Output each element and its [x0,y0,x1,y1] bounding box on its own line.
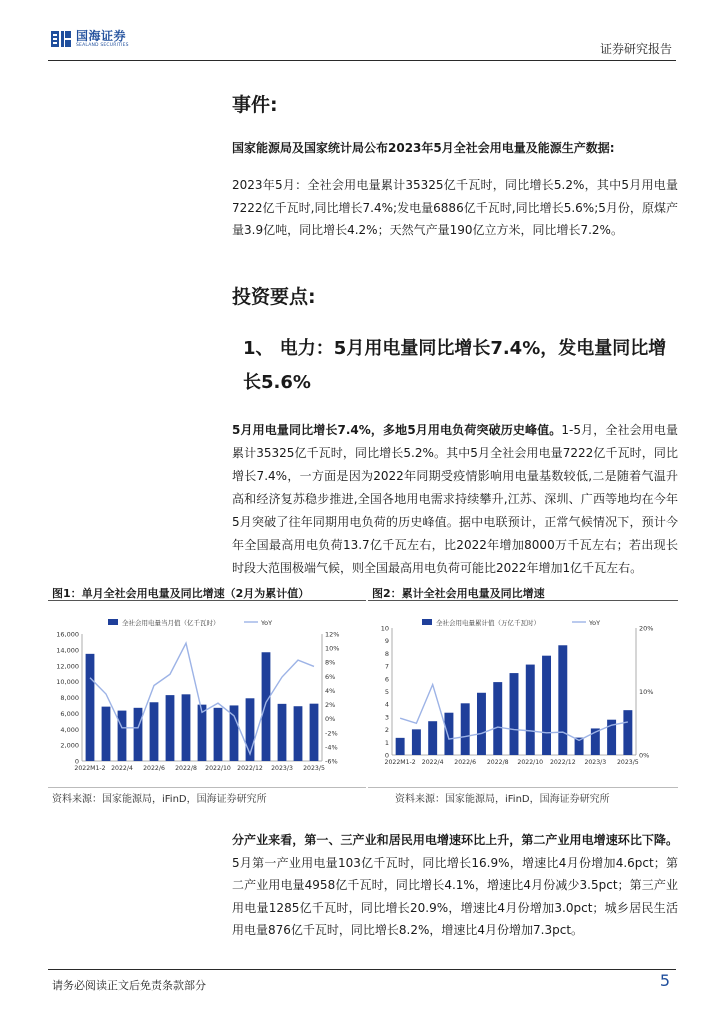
bar [214,708,223,761]
y-tick-label-left: 3 [384,713,389,722]
header-divider [48,60,676,61]
event-lead: 国家能源局及国家统计局公布2023年5月全社会用电量及能源生产数据: [232,141,615,155]
y-tick-label-left: 1 [384,738,389,747]
x-tick-label: 2022/12 [237,765,263,772]
figure1-divider [48,600,366,601]
y-tick-label-right: 4% [325,686,336,695]
x-tick-label: 2022/12 [549,759,576,766]
invest-heading: 投资要点: [232,286,316,308]
bar [150,702,159,761]
y-tick-label-right: 0% [325,715,336,724]
y-tick-label-right: 6% [325,672,336,681]
x-tick-label: 2022/10 [517,759,544,766]
footer-divider [48,969,676,970]
y-tick-label-left: 16,000 [56,630,79,639]
y-tick-label-left: 9 [384,637,389,646]
event-heading: 事件: [232,94,278,116]
bar [558,645,567,755]
y-tick-label-left: 2,000 [60,741,79,750]
legend-line-label: YoY [589,619,601,627]
bar [102,707,111,761]
figure1-source: 资料来源：国家能源局，iFinD，国海证券研究所 [52,794,267,805]
y-tick-label-left: 5 [384,688,389,696]
legend-bar-swatch [108,619,118,625]
bar [623,710,632,755]
y-tick-label-left: 4 [384,700,389,709]
x-tick-label: 2022/4 [421,759,444,766]
figure1-title: 图1：单月全社会用电量及同比增速（2月为累计值） [52,587,310,600]
bar [461,703,470,755]
y-tick-label-left: 0 [74,757,79,766]
bar [412,729,421,755]
figure2-source-divider [368,787,678,788]
y-tick-label-right: 8% [325,658,336,667]
bar [166,695,175,761]
legend-bar-swatch [422,619,432,625]
section-title: 1、 电力：5月用电量同比增长7.4%，发电量同比增长5.6% [243,338,667,393]
y-tick-label-left: 2 [384,726,389,735]
legend-bar-label: 全社会用电量当月值（亿千瓦时） [122,619,220,627]
x-tick-label: 2022M1-2 [74,765,106,772]
paragraph-electricity [232,419,678,580]
x-tick-label: 2022/10 [205,765,231,772]
y-tick-label-right: -6% [325,757,338,766]
y-tick-label-right: 12% [325,630,340,639]
x-tick-label: 2022/4 [111,765,133,772]
event-body: 2023年5月：全社会用电量累计35325亿千瓦时，同比增长5.2%，其中5月用电量7222亿千瓦时,同比增长7.4%;发电量6886亿千瓦时,同比增长5.6%;5月份，原煤产量3.9亿吨，同比增长4.2%；天然气产量190亿立方米，同比增长7.2%。 [232,178,678,237]
bar [542,656,551,755]
bar [262,652,271,761]
bar [118,711,127,761]
legend-line-label: YoY [261,619,273,627]
y-tick-label-left: 6,000 [60,709,79,718]
report-type-label: 证券研究报告 [599,42,672,56]
x-tick-label: 2023/3 [584,759,607,766]
bar [396,738,405,755]
x-tick-label: 2022/6 [454,759,477,766]
y-tick-label-left: 0 [384,751,389,760]
y-tick-label-right: -4% [325,743,338,752]
company-logo [50,29,129,49]
bar [444,713,453,755]
figure2-divider [368,600,678,601]
paragraph-industry-text: 5月第一产业用电量103亿千瓦时，同比增长16.9%，增速比4月份增加4.6pct；第二产业用电量4958亿千瓦时，同比增长4.1%，增速比4月份减少3.5pct；第三产业用电量1285亿千瓦时，同比增长20.9%，增速比4月份增加3.0pct；城乡居民生活用电量876亿千瓦时，同比增长8.2%，增速比4月份增加7.3pct。 [232,855,678,937]
paragraph-electricity-text: 1-5月，全社会用电量累计35325亿千瓦时，同比增长5.2%。其中5月全社会用电量7222亿千瓦时，同比增长7.4%，一方面是因为2022年同期受疫情影响用电量基数较低,二是随着气温升高和经济复苏稳步推进,全国各地用电需求持续攀升,江苏、深圳、广西等地均在今年5月突破了往年同期用电负荷的历史峰值。据中电联预计，正常气候情况下，预计今年全国最高用电负荷13.7亿千瓦左右，比2022年增加8000万千瓦左右；若出现长时段大范围极端气候，则全国最高用电负荷可能比2022年增加1亿千瓦左右。 [232,423,678,575]
bar [278,704,287,761]
logo-text-cn: 国海证券 [76,28,127,43]
paragraph-industry [232,829,678,942]
bar [134,708,143,761]
bar [310,704,319,761]
chart-monthly-consumption [48,608,362,780]
x-tick-label: 2023/3 [271,765,293,772]
y-tick-label-right: 2% [325,701,336,710]
bar [510,673,519,755]
footer-disclaimer: 请务必阅读正文后免责条款部分 [52,979,206,992]
bar [493,682,502,755]
y-tick-label-right: 10% [325,644,340,653]
figure2-source: 资料来源：国家能源局，iFinD，国海证券研究所 [395,794,610,805]
x-tick-label: 2022/8 [175,765,197,772]
y-tick-label-left: 8 [384,649,389,658]
bar [526,665,535,755]
y-tick-label-left: 12,000 [56,662,79,671]
y-tick-label-left: 14,000 [56,646,79,655]
y-tick-label-left: 6 [384,675,389,684]
y-tick-label-right: 20% [639,624,654,633]
figure2-title: 图2：累计全社会用电量及同比增速 [372,587,545,600]
y-tick-label-left: 8,000 [60,694,79,702]
legend-bar-label: 全社会用电量累计值（万亿千瓦时） [436,619,540,627]
paragraph-electricity-bold: 5月用电量同比增长7.4%，多地5月用电负荷突破历史峰值。 [232,423,562,437]
x-tick-label: 2022M1-2 [384,759,416,766]
x-tick-label: 2023/5 [616,759,639,766]
x-tick-label: 2022/8 [486,759,509,766]
logo-text-en: SEALAND SECURITIES [76,42,129,48]
x-tick-label: 2023/5 [303,765,325,772]
bar [294,706,303,761]
y-tick-label-left: 10 [380,624,389,633]
chart-cumulative-consumption [368,608,668,780]
bar [182,694,191,761]
logo-mark-icon [50,29,72,49]
page-number: 5 [659,971,670,990]
bar [477,693,486,755]
bar [428,721,437,755]
x-tick-label: 2022/6 [143,765,165,772]
y-tick-label-right: 0% [639,751,650,760]
y-tick-label-right: 10% [639,688,654,696]
paragraph-industry-bold: 分产业来看，第一、三产业和居民用电增速环比上升，第二产业用电增速环比下降。 [232,833,678,847]
y-tick-label-left: 4,000 [60,725,79,734]
y-tick-label-left: 10,000 [56,678,79,687]
figure1-source-divider [48,787,366,788]
bar [86,654,95,761]
y-tick-label-right: -2% [325,729,338,738]
y-tick-label-left: 7 [384,662,389,671]
